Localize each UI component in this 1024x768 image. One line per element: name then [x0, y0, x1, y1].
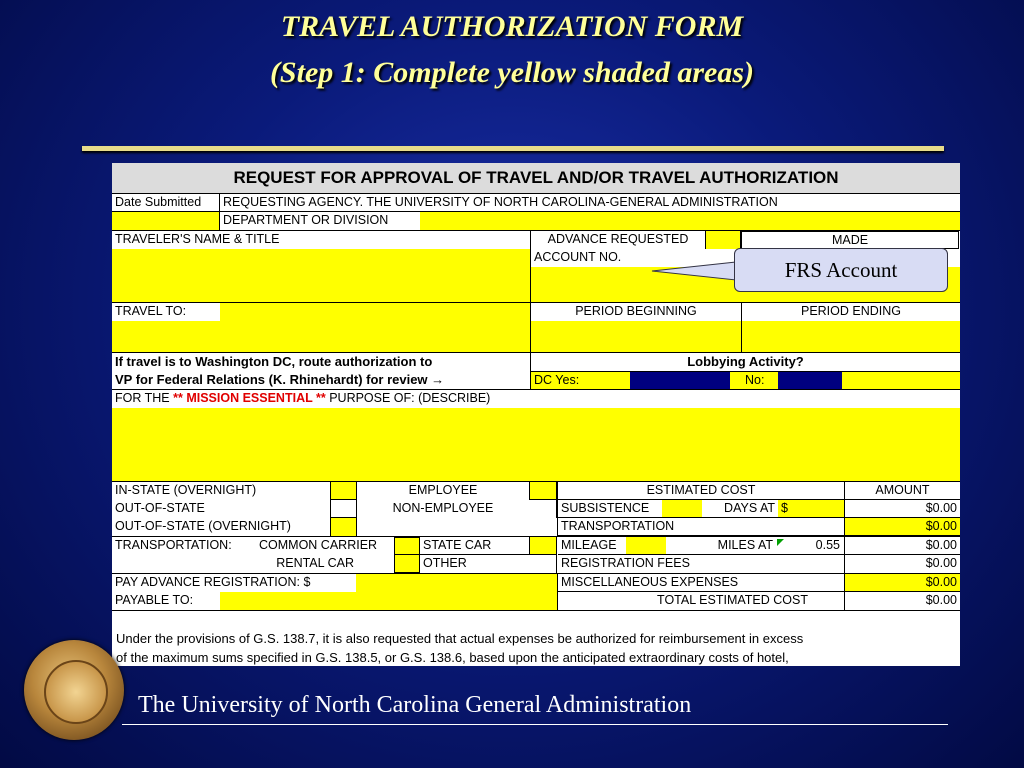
travel-to-field[interactable] — [220, 303, 530, 321]
mileage-rate: 0.55 — [776, 537, 844, 555]
out-of-state-checkbox[interactable] — [331, 500, 357, 518]
state-car-label: STATE CAR — [420, 537, 529, 555]
employee-checkbox[interactable] — [529, 482, 557, 500]
miles-at-label: MILES AT — [666, 537, 776, 555]
purpose-label: FOR THE ** MISSION ESSENTIAL ** PURPOSE OF: (DESCRIBE) — [115, 391, 491, 405]
employee-label: EMPLOYEE — [408, 483, 478, 497]
in-state-label: IN-STATE (OVERNIGHT) — [115, 483, 257, 497]
mission-essential-label: ** MISSION ESSENTIAL ** — [173, 391, 326, 405]
registration-fees-label: REGISTRATION FEES — [561, 556, 690, 570]
subsistence-rate-field[interactable]: $ — [778, 500, 844, 518]
advance-requested-field[interactable] — [705, 231, 741, 249]
transportation-amount: $0.00 — [845, 518, 960, 536]
requesting-agency-label: REQUESTING AGENCY. THE UNIVERSITY OF NORTH CAROLINA-GENERAL ADMINISTRATION — [220, 194, 960, 212]
lobbying-activity-label: Lobbying Activity? — [687, 354, 804, 369]
period-beginning-label: PERIOD BEGINNING — [575, 304, 697, 318]
account-no-label: ACCOUNT NO. — [534, 250, 622, 264]
dc-yes-label: DC Yes: — [531, 372, 630, 389]
no-label: No: — [742, 372, 778, 389]
non-employee-label: NON-EMPLOYEE — [392, 501, 494, 515]
period-ending-label: PERIOD ENDING — [800, 304, 901, 318]
slide-title: TRAVEL AUTHORIZATION FORM — [280, 10, 744, 43]
date-submitted-label: Date Submitted — [112, 194, 220, 212]
rental-car-checkbox[interactable] — [394, 555, 420, 573]
mileage-field[interactable] — [626, 537, 666, 555]
period-ending-field[interactable] — [742, 321, 960, 352]
traveler-name-label: TRAVELER'S NAME & TITLE — [115, 232, 280, 246]
travel-authorization-form — [112, 163, 960, 666]
common-carrier-label: COMMON CARRIER — [259, 538, 378, 552]
rental-car-label: RENTAL CAR — [276, 556, 354, 570]
department-field[interactable] — [420, 212, 960, 230]
payable-to-field[interactable] — [220, 592, 557, 610]
pay-advance-registration-field[interactable] — [356, 574, 557, 592]
misc-expenses-label: MISCELLANEOUS EXPENSES — [558, 574, 844, 592]
title-divider — [82, 146, 944, 151]
department-label: DEPARTMENT OR DIVISION — [223, 213, 389, 227]
payable-to-label: PAYABLE TO: — [115, 593, 194, 607]
dc-route-line1: If travel is to Washington DC, route authorization to — [115, 354, 433, 369]
amount-label: AMOUNT — [845, 482, 960, 500]
in-state-checkbox[interactable] — [331, 482, 357, 500]
form-header: REQUEST FOR APPROVAL OF TRAVEL AND/OR TRAVEL AUTHORIZATION — [112, 163, 960, 194]
misc-amount: $0.00 — [845, 574, 960, 592]
other-checkbox[interactable] — [529, 555, 557, 573]
advance-requested-label: ADVANCE REQUESTED — [547, 232, 689, 246]
travel-to-field-extra[interactable] — [112, 321, 530, 352]
subsistence-amount: $0.00 — [845, 500, 960, 518]
total-amount: $0.00 — [925, 593, 957, 607]
registration-amount: $0.00 — [925, 556, 957, 570]
out-of-state-label: OUT-OF-STATE — [115, 501, 205, 515]
pay-advance-registration-label: PAY ADVANCE REGISTRATION: $ — [115, 575, 311, 589]
frs-account-callout: FRS Account — [734, 248, 948, 292]
provisions-text: Under the provisions of G.S. 138.7, it is also requested that actual expenses be authorized for reimbursement in excess of the maximum sums specified in G.S. 138.5, or G.S. 138.6, based upon the anticipated extraordinary costs of hotel, — [116, 631, 804, 665]
footer-divider — [122, 724, 948, 725]
travel-to-label: TRAVEL TO: — [115, 304, 187, 318]
slide-subtitle: (Step 1: Complete yellow shaded areas) — [269, 56, 755, 89]
mileage-label: MILEAGE — [558, 537, 626, 555]
subsistence-days-field[interactable] — [662, 500, 702, 518]
other-label: OTHER — [423, 556, 467, 570]
footer-organization: The University of North Carolina General Administration — [138, 692, 692, 718]
subsistence-label: SUBSISTENCE — [558, 500, 662, 518]
estimated-cost-label: ESTIMATED COST — [558, 482, 844, 500]
common-carrier-checkbox[interactable] — [394, 537, 420, 555]
university-seal-icon — [24, 640, 124, 740]
transportation-cost-label: TRANSPORTATION — [558, 518, 844, 536]
made-label: MADE — [741, 231, 959, 249]
date-submitted-field[interactable] — [112, 212, 220, 230]
dc-yes-field[interactable] — [630, 372, 730, 389]
comment-marker-icon — [777, 539, 784, 546]
non-employee-checkbox[interactable] — [529, 500, 557, 518]
no-field[interactable] — [778, 372, 842, 389]
days-at-label: DAYS AT — [702, 500, 778, 518]
state-car-checkbox[interactable] — [529, 537, 557, 555]
dc-route-line2: VP for Federal Relations (K. Rhinehardt) for review → — [115, 372, 445, 387]
out-of-state-overnight-checkbox[interactable] — [331, 518, 357, 536]
purpose-field[interactable] — [112, 408, 960, 481]
period-beginning-field[interactable] — [531, 321, 741, 352]
transportation-mode-label: TRANSPORTATION: — [115, 538, 232, 552]
traveler-name-field[interactable] — [112, 249, 530, 302]
mileage-amount: $0.00 — [845, 537, 960, 555]
total-estimated-cost-label: TOTAL ESTIMATED COST — [657, 593, 808, 607]
out-of-state-overnight-label: OUT-OF-STATE (OVERNIGHT) — [115, 519, 291, 533]
